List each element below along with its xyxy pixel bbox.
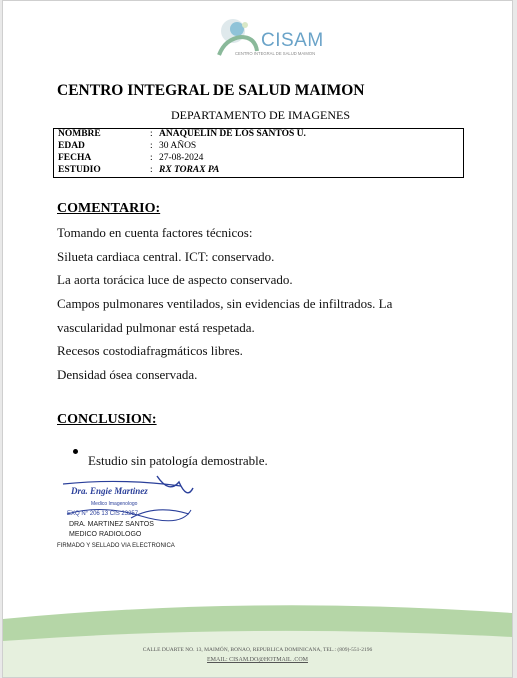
logo-wordmark: CISAM bbox=[261, 30, 324, 51]
conclusion-item: Estudio sin patología demostrable. bbox=[88, 453, 268, 468]
field-separator: : bbox=[150, 141, 153, 151]
field-separator: : bbox=[150, 153, 153, 163]
footer-wave bbox=[3, 601, 512, 677]
report-page bbox=[2, 0, 513, 678]
svg-text:Medico Imagenologo: Medico Imagenologo bbox=[91, 501, 138, 507]
comentario-line: La aorta torácica luce de aspecto conservado. bbox=[57, 272, 293, 287]
field-value: RX TORAX PA bbox=[159, 165, 220, 175]
field-value: 30 AÑOS bbox=[159, 141, 197, 151]
signer-role: MEDICO RADIOLOGO bbox=[69, 531, 142, 538]
clinic-title: CENTRO INTEGRAL DE SALUD MAIMON bbox=[57, 82, 365, 99]
svg-text:EXQ N° 206 13 CIS 23257: EXQ N° 206 13 CIS 23257 bbox=[67, 511, 139, 517]
footer-address: CALLE DUARTE NO. 13, MAIMÓN, BONAO, REPUBLICA DOMINICANA, TEL.: (809)-551-2196 bbox=[142, 647, 373, 653]
department-title: DEPARTAMENTO DE IMAGENES bbox=[171, 108, 350, 122]
field-label: NOMBRE bbox=[58, 129, 101, 139]
field-value: ANAQUELIN DE LOS SANTOS U. bbox=[159, 129, 306, 139]
svg-text:Dra. Engie Martinez: Dra. Engie Martinez bbox=[71, 486, 148, 496]
cisam-logo bbox=[211, 15, 323, 59]
field-separator: : bbox=[150, 129, 153, 139]
patient-info-box bbox=[53, 128, 464, 178]
comentario-line: Recesos costodiafragmáticos libres. bbox=[57, 343, 243, 358]
comentario-line: Tomando en cuenta factores técnicos: bbox=[57, 225, 253, 240]
field-separator: : bbox=[150, 165, 153, 175]
comentario-line: Campos pulmonares ventilados, sin evidencias de infiltrados. La bbox=[57, 296, 393, 311]
signature-icon bbox=[61, 474, 201, 524]
comentario-line: Silueta cardiaca central. ICT: conservado. bbox=[57, 249, 275, 264]
conclusion-heading: CONCLUSION: bbox=[57, 412, 157, 427]
signer-name: DRA. MARTINEZ SANTOS bbox=[69, 521, 154, 528]
logo-subtitle: CENTRO INTEGRAL DE SALUD MAIMON bbox=[235, 51, 316, 56]
comentario-line: Densidad ósea conservada. bbox=[57, 367, 198, 382]
field-label: EDAD bbox=[58, 141, 85, 151]
bullet-icon bbox=[73, 449, 78, 454]
comentario-line: vascularidad pulmonar está respetada. bbox=[57, 320, 255, 335]
field-label: ESTUDIO bbox=[58, 165, 101, 175]
field-label: FECHA bbox=[58, 153, 92, 163]
field-value: 27-08-2024 bbox=[159, 153, 204, 163]
signer-block bbox=[69, 520, 154, 540]
footer-email: EMAIL: CISAM.DO@HOTMAIL .COM bbox=[207, 657, 308, 663]
signature-footnote: FIRMADO Y SELLADO VIA ELECTRONICA bbox=[57, 543, 175, 549]
comentario-heading: COMENTARIO: bbox=[57, 201, 161, 216]
